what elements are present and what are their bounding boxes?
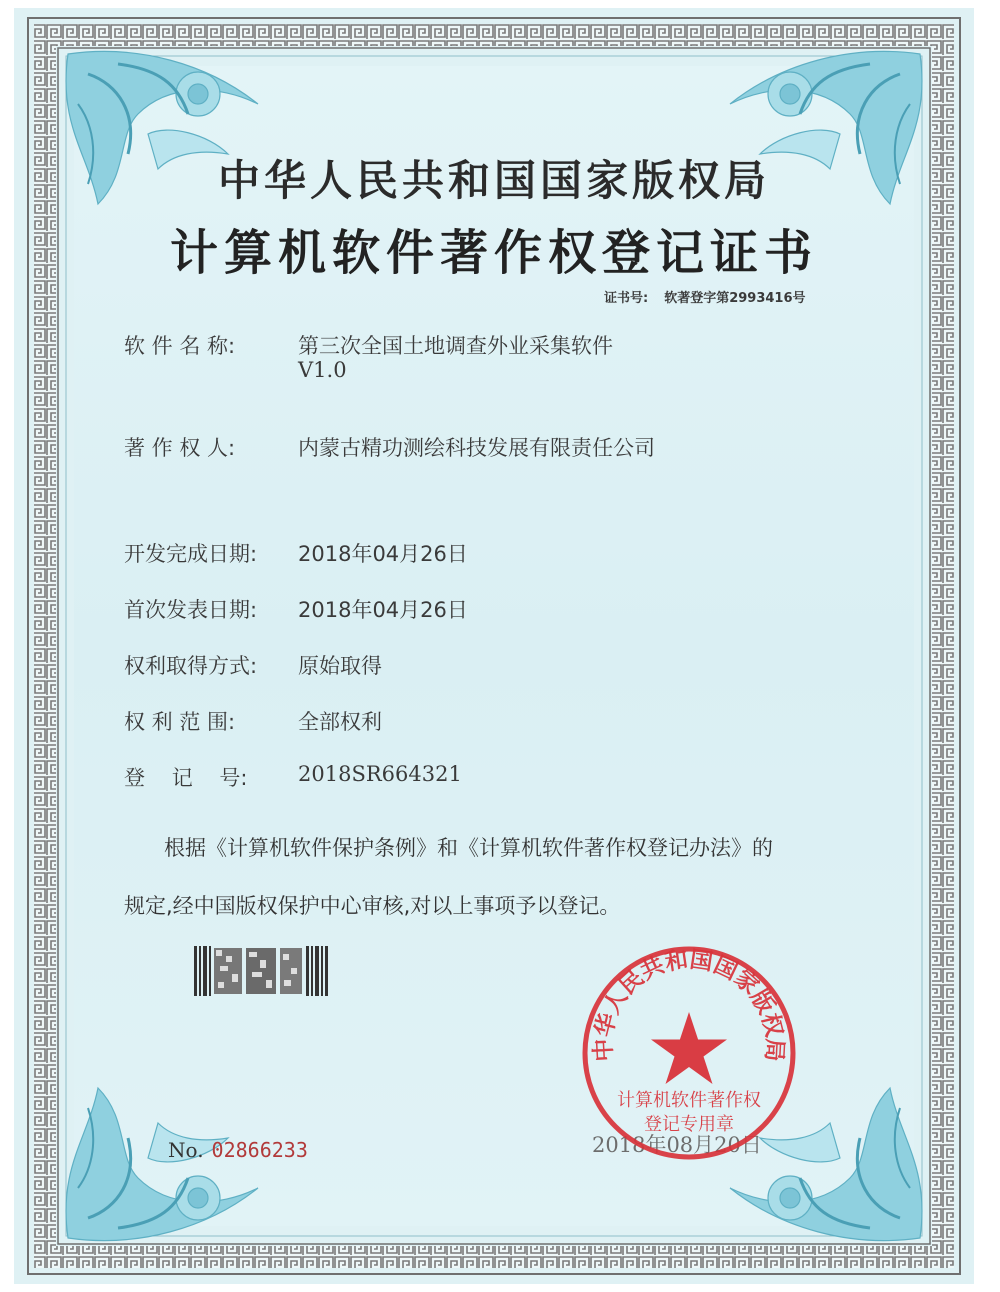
issue-date: 2018年08月20日: [592, 1133, 762, 1157]
official-seal-icon: [574, 938, 804, 1168]
owner-label: 著 作 权 人:: [124, 436, 236, 460]
dev-date-label: 开发完成日期:: [124, 542, 258, 566]
star-icon: [651, 1012, 727, 1084]
software-name-value: 第三次全国土地调查外业采集软件: [298, 334, 613, 358]
statement-line-1: 根据《计算机软件保护条例》和《计算机软件著作权登记办法》的: [164, 836, 773, 860]
software-name-label: 软 件 名 称:: [124, 334, 236, 358]
corner-ornament-icon: [58, 1078, 268, 1248]
acquire-method-value: 原始取得: [298, 654, 382, 678]
pub-date-value: 2018年04月26日: [298, 598, 468, 622]
certificate-number: [604, 287, 822, 306]
issuer-title: 中华人民共和国国家版权局: [217, 156, 770, 205]
registration-number-label: 登 记 号:: [124, 766, 248, 790]
rights-scope-value: 全部权利: [298, 710, 382, 734]
barcode-icon: [194, 946, 330, 996]
owner-value: 内蒙古精功测绘科技发展有限责任公司: [298, 436, 655, 460]
rights-scope-label: 权 利 范 围:: [124, 710, 236, 734]
serial-number: [168, 1138, 308, 1162]
acquire-method-label: 权利取得方式:: [124, 654, 258, 678]
certificate: [14, 8, 974, 1284]
dev-date-value: 2018年04月26日: [298, 542, 468, 566]
certificate-number-value: 软著登字第2993416号: [664, 291, 806, 306]
serial-number-label: No.: [168, 1138, 204, 1162]
pub-date-label: 首次发表日期:: [124, 598, 258, 622]
statement-line-2: 规定,经中国版权保护中心审核,对以上事项予以登记。: [124, 894, 621, 918]
certificate-title: 计算机软件著作权登记证书: [169, 225, 818, 281]
seal-inner-line-1: 计算机软件著作权: [617, 1090, 761, 1111]
serial-number-value: 02866233: [211, 1138, 308, 1162]
seal-inner-line-2: 登记专用章: [644, 1114, 734, 1135]
software-version-value: V1.0: [298, 358, 347, 382]
seal-outer-text: 中华人民共和国国家版权局: [590, 946, 788, 1063]
certificate-number-label: 证书号:: [604, 291, 649, 306]
registration-number-value: 2018SR664321: [298, 762, 462, 786]
